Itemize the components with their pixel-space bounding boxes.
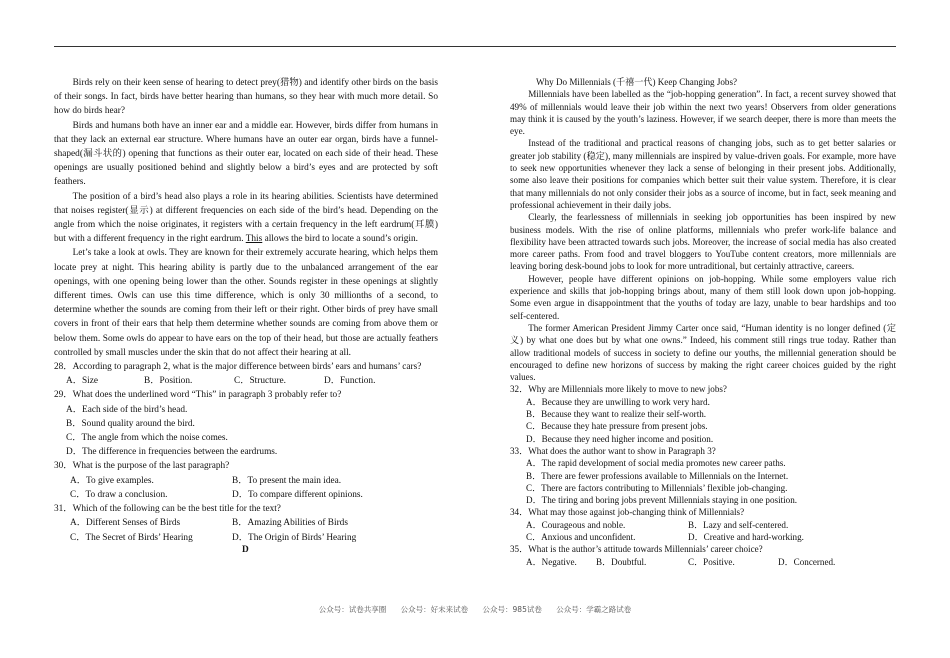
passage-paragraph: Clearly, the fearlessness of millennials in seeking job opportunities has been inspired by new business models. With the rise of online platforms, millennials who prefer work-life balance and flexibility have been attracted towards such jobs. Moreover, the increase of social media has also created more career paths. From food and travel bloggers to YouTube content creators, more millennials are leaving boring desk-bound jobs to look for more untraditional, but certainly attractive, careers. (510, 212, 896, 272)
option[interactable]: A．The rapid development of social media promotes new career paths. (526, 458, 786, 469)
top-rule (54, 46, 896, 47)
question-28: 28．According to paragraph 2, what is the major difference between birds’ ears and humans’ cars? (54, 362, 422, 373)
option[interactable]: C．The Secret of Birds’ Hearing (70, 532, 193, 543)
option[interactable]: A．Negative. (526, 556, 577, 567)
option[interactable]: C．Anxious and unconfident. (526, 531, 636, 542)
passage-paragraph: However, people have different opinions on job-hopping. While some employers value rich experience and skills that job-hopping brings about, many of them still look down upon job-hopping. Some even argue in disappointment that the youths of today are lazy, unable to bear hardships and too self-centered. (510, 273, 896, 321)
option[interactable]: C．To draw a conclusion. (70, 489, 168, 500)
footer-text: 公众号：学霸之路试卷 (556, 605, 632, 614)
option[interactable]: D．Concerned. (778, 556, 836, 567)
option[interactable]: B．Amazing Abilities of Birds (232, 518, 348, 529)
option[interactable]: A．To give examples. (70, 475, 154, 486)
option[interactable]: B．There are fewer professions available to Millennials on the Internet. (526, 470, 789, 481)
option[interactable]: D．The Origin of Birds’ Hearing (232, 532, 357, 543)
question-33: 33．What does the author want to show in Paragraph 3? (510, 445, 716, 456)
option[interactable]: A．Size (66, 376, 99, 387)
question-29: 29．What does the underlined word “This” in paragraph 3 probably refer to? (54, 390, 342, 401)
question-31: 31．Which of the following can be the best title for the text? (54, 504, 281, 515)
footer-text: 公众号：985试卷 (482, 605, 542, 614)
option[interactable]: D．Creative and hard-working. (688, 531, 804, 542)
question-30: 30．What is the purpose of the last paragraph? (54, 461, 230, 472)
underlined-word: This (245, 234, 263, 245)
passage-paragraph: The former American President Jimmy Carter once said, “Human identity is no longer defined (定义) by what one does but by what one owns.” Indeed, his comment still rings true today. Rather than allow traditional models of success in society to define our youths, the millennial generation should be encouraged to define new horizons of success by making the right career choices guided by the right values. (510, 322, 896, 383)
question-28-options (54, 374, 438, 388)
passage-paragraph: Birds and humans both have an inner ear and a middle ear. However, birds differ from humans in that they lack an external ear structure. Where humans have an outer ear organ, birds have a funnel-shaped(漏斗状的) opening that functions as their outer ear, located on each side of their head. These openings are usually positioned behind and slightly below a bird’s eyes and are protected by soft feathers. (54, 120, 438, 188)
passage-paragraph: Instead of the traditional and practical reasons of changing jobs, such as to get better salaries or greater job stability (稳定), many millennials are inspired by value-driven goals. For example, more have to seek new opportunities whenever they lack a sense of belonging in their present jobs. Additionally, some also leave their positions for companies which better suit their value system. Therefore, it is clear that many millennials do not only consider their jobs as a source of income, but in fact, seek meaning and professional achievement in their daily jobs. (510, 138, 896, 210)
question-34-options (510, 519, 896, 544)
option[interactable]: A．Different Senses of Birds (70, 518, 181, 529)
option[interactable]: C．Positive. (688, 556, 735, 567)
option[interactable]: B．Because they want to realize their self-worth. (526, 409, 707, 420)
passage-paragraph: Let’s take a look at owls. They are known for their extremely accurate hearing, which helps them locate prey at night. This hearing ability is partly due to the unbalanced arrangement of the ear openings, with one opening being lower than the other. Sounds register in these openings at slightly different times. Owls can use this time difference, which is only 30 millionths of a second, to determine whether the sounds are coming from their left or their right. Other birds of prey have small covers in front of their ears that help them determine whether sounds are coming from above them or below them. Some owls do appear to have ears on the top of their head, but those are actually feathers controlled by small muscles under the skin that do not affect their hearing at all. (54, 248, 438, 358)
option[interactable]: B．Lazy and self-centered. (688, 519, 789, 530)
option[interactable]: A．Courageous and noble. (526, 519, 626, 530)
option[interactable]: C．The angle from which the noise comes. (66, 433, 228, 444)
left-column (54, 76, 438, 556)
option[interactable]: B．To present the main idea. (232, 475, 342, 486)
footer-text: 公众号：好未来试卷 (400, 605, 469, 614)
option[interactable]: C．There are factors contributing to Millennials’ flexible job-changing. (526, 482, 788, 493)
question-30-options (54, 474, 438, 502)
option[interactable]: A．Each side of the bird’s head. (66, 404, 188, 415)
option[interactable]: B．Sound quality around the bird. (66, 418, 195, 429)
footer-text: 公众号：试卷共享圈 (318, 605, 387, 614)
question-35: 35．What is the author’s attitude towards Millennials’ career choice? (510, 544, 763, 555)
passage-paragraph: Birds rely on their keen sense of hearing to detect prey(猎物) and identify other birds on the basis of their songs. In fact, birds have better hearing than humans, so they hear with much more detail. So how do birds hear? (54, 78, 438, 117)
option[interactable]: D．Function. (324, 376, 376, 387)
option[interactable]: D．To compare different opinions. (232, 489, 363, 500)
option[interactable]: B．Position. (144, 376, 193, 387)
answer-mark: D (242, 544, 249, 555)
question-31-options (54, 516, 438, 544)
passage-title: Why Do Millennials (千禧一代) Keep Changing Jobs? (536, 77, 738, 87)
passage-paragraph: The position of a bird’s head also plays a role in its hearing abilities. Scientists have determined that noises register(显示) at different frequencies on each side of the bird’s head. Depending on the angle from which the noise originates, it registers with a certain frequency in the left eardrum(耳膜) but with a different frequency in the right eardrum. This allows the bird to locate a sound’s origin. (54, 191, 438, 245)
footer-watermarks (0, 604, 950, 615)
question-34: 34．What may those against job-changing think of Millennials? (510, 507, 745, 518)
option[interactable]: D．The tiring and boring jobs prevent Millennials staying in one position. (526, 495, 798, 506)
option[interactable]: C．Structure. (234, 376, 286, 387)
option[interactable]: D．The difference in frequencies between the eardrums. (66, 447, 278, 458)
passage-paragraph: Millennials have been labelled as the “job-hopping generation”. In fact, a recent survey showed that 49% of millennials would leave their job within the next two years! Observers from older generations may think it is caused by the youth’s laziness. However, if we search deeper, there is more than meets the eye. (510, 89, 896, 137)
option[interactable]: A．Because they are unwilling to work very hard. (526, 396, 710, 407)
option[interactable]: B．Doubtful. (596, 556, 647, 567)
right-column (510, 76, 896, 568)
question-35-options (510, 556, 896, 568)
option[interactable]: D．Because they need higher income and position. (526, 433, 714, 444)
question-32: 32．Why are Millennials more likely to move to new jobs? (510, 384, 727, 395)
option[interactable]: C．Because they hate pressure from present jobs. (526, 421, 708, 432)
